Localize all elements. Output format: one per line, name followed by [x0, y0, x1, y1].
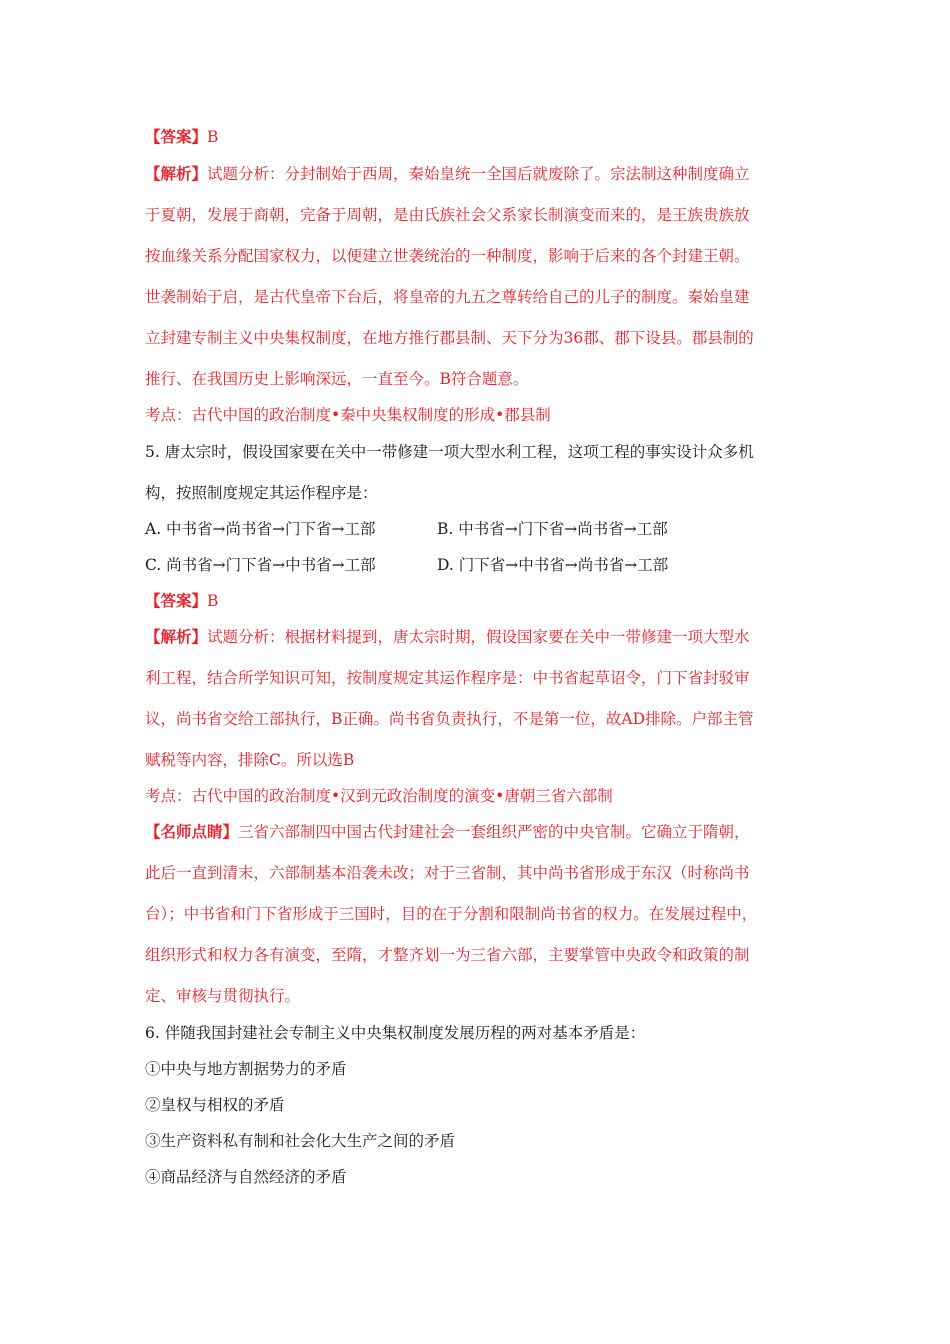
q5-analysis-tag: 【解析】: [145, 627, 208, 646]
q5-option-b: B. 中书省→门下省→尚书省→工部: [437, 520, 668, 538]
q5-option-d: D. 门下省→中书省→尚书省→工部: [437, 556, 669, 574]
q5-analysis-line-2: 利工程，结合所学知识可知，按制度规定其运作程序是：中书省起草诏令，门下省封驳审: [145, 669, 750, 687]
q4-analysis-text: 试题分析：分封制始于西周，秦始皇统一全国后就废除了。宗法制这种制度确立: [207, 165, 750, 183]
q5-analysis-line-1: [145, 627, 750, 647]
q5-analysis-line-3: 议，尚书省交给工部执行，B正确。尚书省负责执行，不是第一位，故AD排除。户部主管: [145, 710, 754, 728]
q5-answer-value: B: [207, 592, 219, 610]
q4-answer-tag: 【答案】: [145, 127, 208, 146]
q5-tip-line-5: 定、审核与贯彻执行。: [145, 987, 301, 1005]
q5-tip-line-1: [145, 822, 750, 842]
q5-stem-line-1: 5. 唐太宗时，假设国家要在关中一带修建一项大型水利工程，这项工程的事实设计众多机: [145, 443, 754, 461]
q6-stem: 6. 伴随我国封建社会专制主义中央集权制度发展历程的两对基本矛盾是：: [145, 1024, 646, 1042]
q5-analysis-text: 试题分析：根据材料提到，唐太宗时期，假设国家要在关中一带修建一项大型水: [207, 628, 750, 646]
q4-analysis-line-1: [145, 164, 750, 184]
q5-tip-tag: 【名师点睛】: [145, 822, 239, 841]
q4-analysis-line-3: 按血缘关系分配国家权力，以便建立世袭统治的一种制度，影响于后来的各个封建王朝。: [145, 247, 750, 265]
q4-analysis-tag: 【解析】: [145, 164, 208, 183]
q5-answer-line: [145, 591, 218, 611]
q5-tip-line-2: 此后一直到清末，六部制基本沿袭未改；对于三省制，其中尚书省形成于东汉（时称尚书: [145, 864, 750, 882]
q4-answer-value: B: [207, 128, 219, 146]
q5-option-c: C. 尚书省→门下省→中书省→工部: [145, 556, 376, 574]
q6-item-4: ④商品经济与自然经济的矛盾: [145, 1168, 347, 1186]
q4-kaodian: 考点：古代中国的政治制度•秦中央集权制度的形成•郡县制: [145, 406, 551, 424]
q5-answer-tag: 【答案】: [145, 591, 208, 610]
q5-tip-line-4: 组织形式和权力各有演变，至隋，才整齐划一为三省六部，主要掌管中央政令和政策的制: [145, 946, 750, 964]
q5-option-a: A. 中书省→尚书省→门下省→工部: [145, 520, 376, 538]
q5-tip-line-3: 台）；中书省和门下省形成于三国时，目的在于分割和限制尚书省的权力。在发展过程中，: [145, 905, 758, 923]
q6-item-1: ①中央与地方割据势力的矛盾: [145, 1060, 347, 1078]
q5-kaodian: 考点：古代中国的政治制度•汉到元政治制度的演变•唐朝三省六部制: [145, 787, 613, 805]
q4-analysis-line-5: 立封建专制主义中央集权制度，在地方推行郡县制、天下分为36郡、郡下设县。郡县制的: [145, 329, 754, 347]
q4-analysis-line-4: 世袭制始于启，是古代皇帝下台后，将皇帝的九五之尊转给自己的儿子的制度。秦始皇建: [145, 288, 750, 306]
q4-answer-line: [145, 127, 218, 147]
q5-analysis-line-4: 赋税等内容，排除C。所以选B: [145, 751, 355, 769]
q4-analysis-line-6: 推行、在我国历史上影响深远，一直至今。B符合题意。: [145, 370, 529, 388]
q6-item-2: ②皇权与相权的矛盾: [145, 1096, 285, 1114]
q4-analysis-line-2: 于夏朝，发展于商朝，完备于周朝，是由氏族社会父系家长制演变而来的，是王族贵族放: [145, 206, 750, 224]
q6-item-3: ③生产资料私有制和社会化大生产之间的矛盾: [145, 1132, 456, 1150]
q5-stem-line-2: 构，按照制度规定其运作程序是：: [145, 484, 378, 502]
q5-tip-text: 三省六部制四中国古代封建社会一套组织严密的中央官制。它确立于隋朝，: [238, 823, 750, 841]
